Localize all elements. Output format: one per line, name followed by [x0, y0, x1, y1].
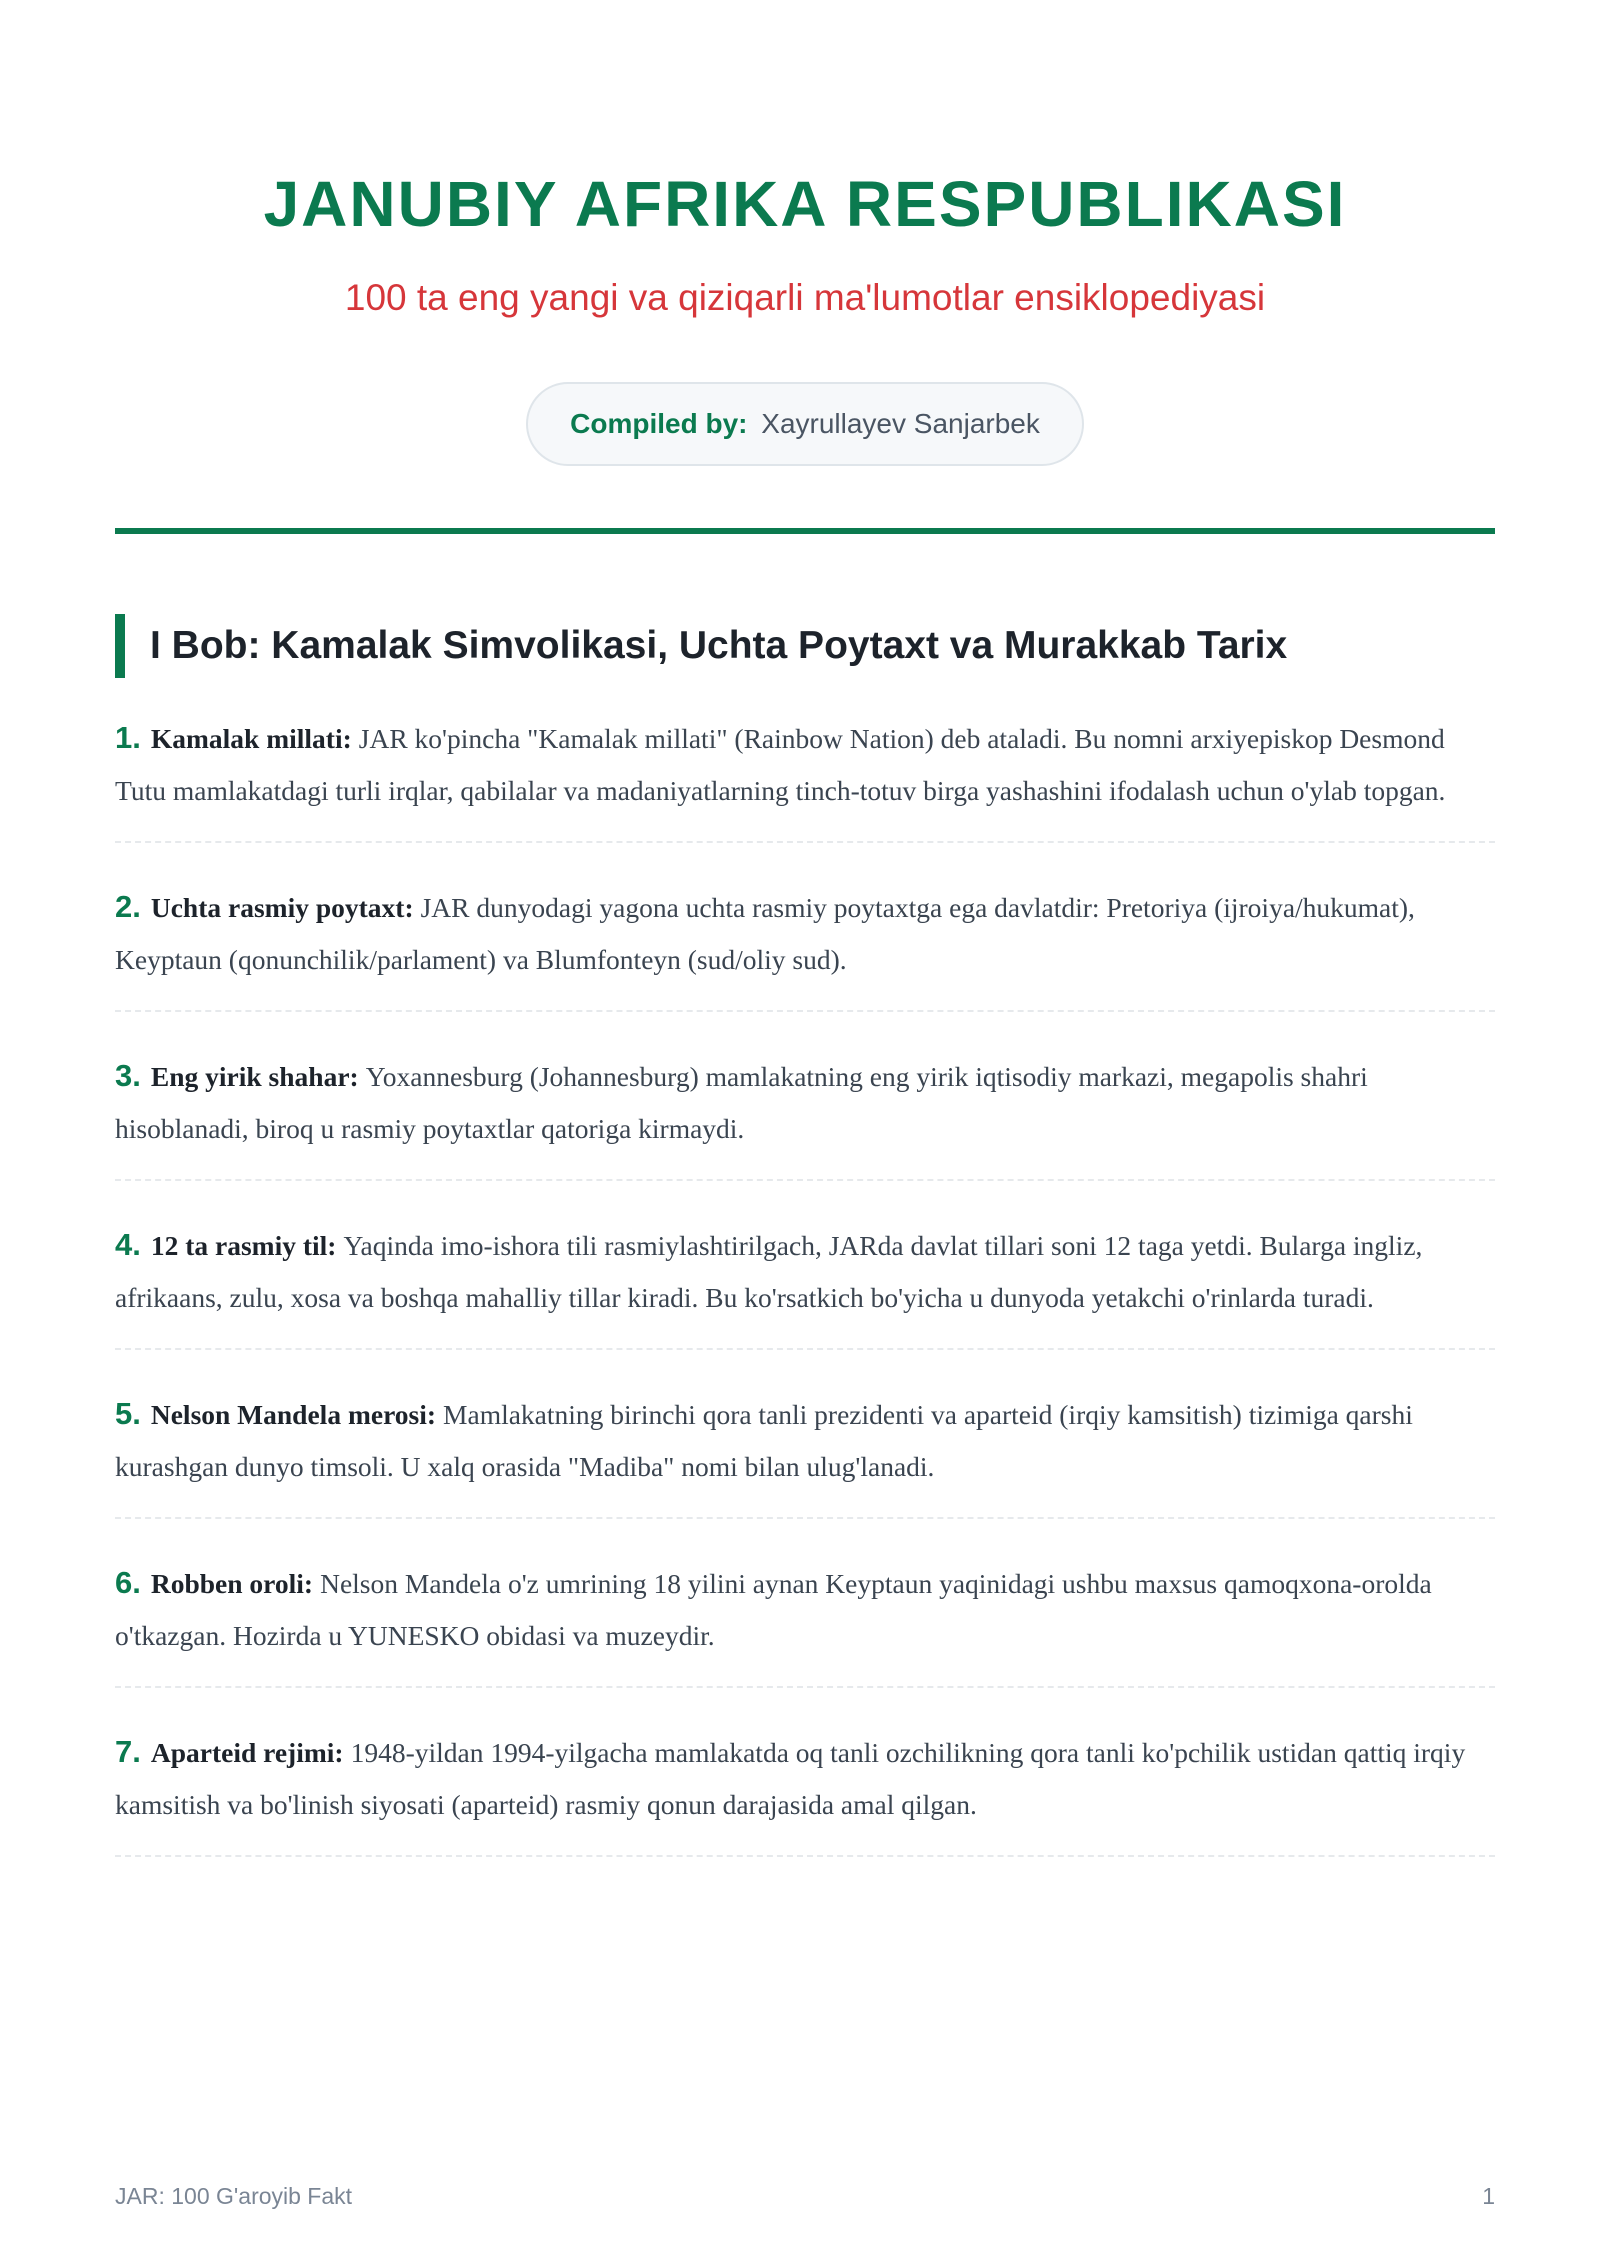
fact-number: 5.: [115, 1396, 141, 1431]
fact-number: 2.: [115, 889, 141, 924]
fact-number: 4.: [115, 1227, 141, 1262]
fact-title: 12 ta rasmiy til:: [150, 1230, 337, 1261]
fact-item: [115, 1726, 1495, 1857]
fact-title: Robben oroli:: [150, 1568, 314, 1599]
fact-title: Nelson Mandela merosi:: [150, 1399, 437, 1430]
fact-title: Eng yirik shahar:: [150, 1061, 359, 1092]
fact-text: JAR dunyodagi yagona uchta rasmiy poytaxtga ega davlatdir: Pretoriya (ijroiya/hukumat), Keyptaun (qonunchilik/parlament) va Blumfonteyn (sud/oliy sud).: [115, 892, 1415, 975]
fact-number: 6.: [115, 1565, 141, 1600]
fact-text: 1948-yildan 1994-yilgacha mamlakatda oq tanli ozchilikning qora tanli ko'pchilik ustidan qattiq irqiy kamsitish va bo'linish siyosati (aparteid) rasmiy qonun darajasida amal qilgan.: [115, 1737, 1466, 1820]
fact-title: Kamalak millati:: [150, 723, 352, 754]
document-page: [115, 0, 1495, 1895]
fact-text: Mamlakatning birinchi qora tanli prezidenti va aparteid (irqiy kamsitish) tizimiga qarshi kurashgan dunyo timsoli. U xalq orasida "Madiba" nomi bilan ulug'lanadi.: [115, 1399, 1413, 1482]
header-divider: [115, 528, 1495, 534]
fact-item: [115, 1388, 1495, 1519]
facts-list: [115, 712, 1495, 1857]
fact-title: Aparteid rejimi:: [150, 1737, 344, 1768]
fact-item: [115, 712, 1495, 843]
page-number: 1: [1482, 2183, 1495, 2209]
footer-title: JAR: 100 G'aroyib Fakt: [115, 2183, 353, 2209]
document-subtitle: 100 ta eng yangi va qiziqarli ma'lumotlar ensiklopediyasi: [344, 277, 1266, 318]
fact-item: [115, 1557, 1495, 1688]
compiled-by-badge: [526, 382, 1084, 466]
fact-number: 7.: [115, 1734, 141, 1769]
compiled-by-wrapper: [115, 382, 1495, 466]
fact-item: [115, 881, 1495, 1012]
fact-title: Uchta rasmiy poytaxt:: [150, 892, 414, 923]
chapter-heading: I Bob: Kamalak Simvolikasi, Uchta Poytaxt va Murakkab Tarix: [115, 614, 1495, 678]
fact-number: 1.: [115, 720, 141, 755]
fact-number: 3.: [115, 1058, 141, 1093]
fact-text: Yoxannesburg (Johannesburg) mamlakatning eng yirik iqtisodiy markazi, megapolis shahri hisoblanadi, biroq u rasmiy poytaxtlar qatoriga kirmaydi.: [115, 1061, 1368, 1144]
fact-text: Yaqinda imo-ishora tili rasmiylashtirilgach, JARda davlat tillari soni 12 taga yetdi. Bularga ingliz, afrikaans, zulu, xosa va boshqa mahalliy tillar kiradi. Bu ko'rsatkich bo'yicha u dunyoda yetakchi o'rinlarda turadi.: [115, 1230, 1423, 1313]
document-title: JANUBIY AFRIKA RESPUBLIKASI: [263, 168, 1347, 240]
compiled-by-label: Compiled by:: [570, 408, 748, 439]
fact-item: [115, 1219, 1495, 1350]
fact-item: [115, 1050, 1495, 1181]
fact-text: Nelson Mandela o'z umrining 18 yilini aynan Keyptaun yaqinidagi ushbu maxsus qamoqxona-orolda o'tkazgan. Hozirda u YUNESKO obidasi va muzeydir.: [115, 1568, 1432, 1651]
fact-text: JAR ko'pincha "Kamalak millati" (Rainbow Nation) deb ataladi. Bu nomni arxiyepiskop Desmond Tutu mamlakatdagi turli irqlar, qabilalar va madaniyatlarning tinch-totuv birga yashashini ifodalash uchun o'ylab topgan.: [115, 723, 1446, 806]
compiled-by-name: Xayrullayev Sanjarbek: [761, 408, 1040, 439]
